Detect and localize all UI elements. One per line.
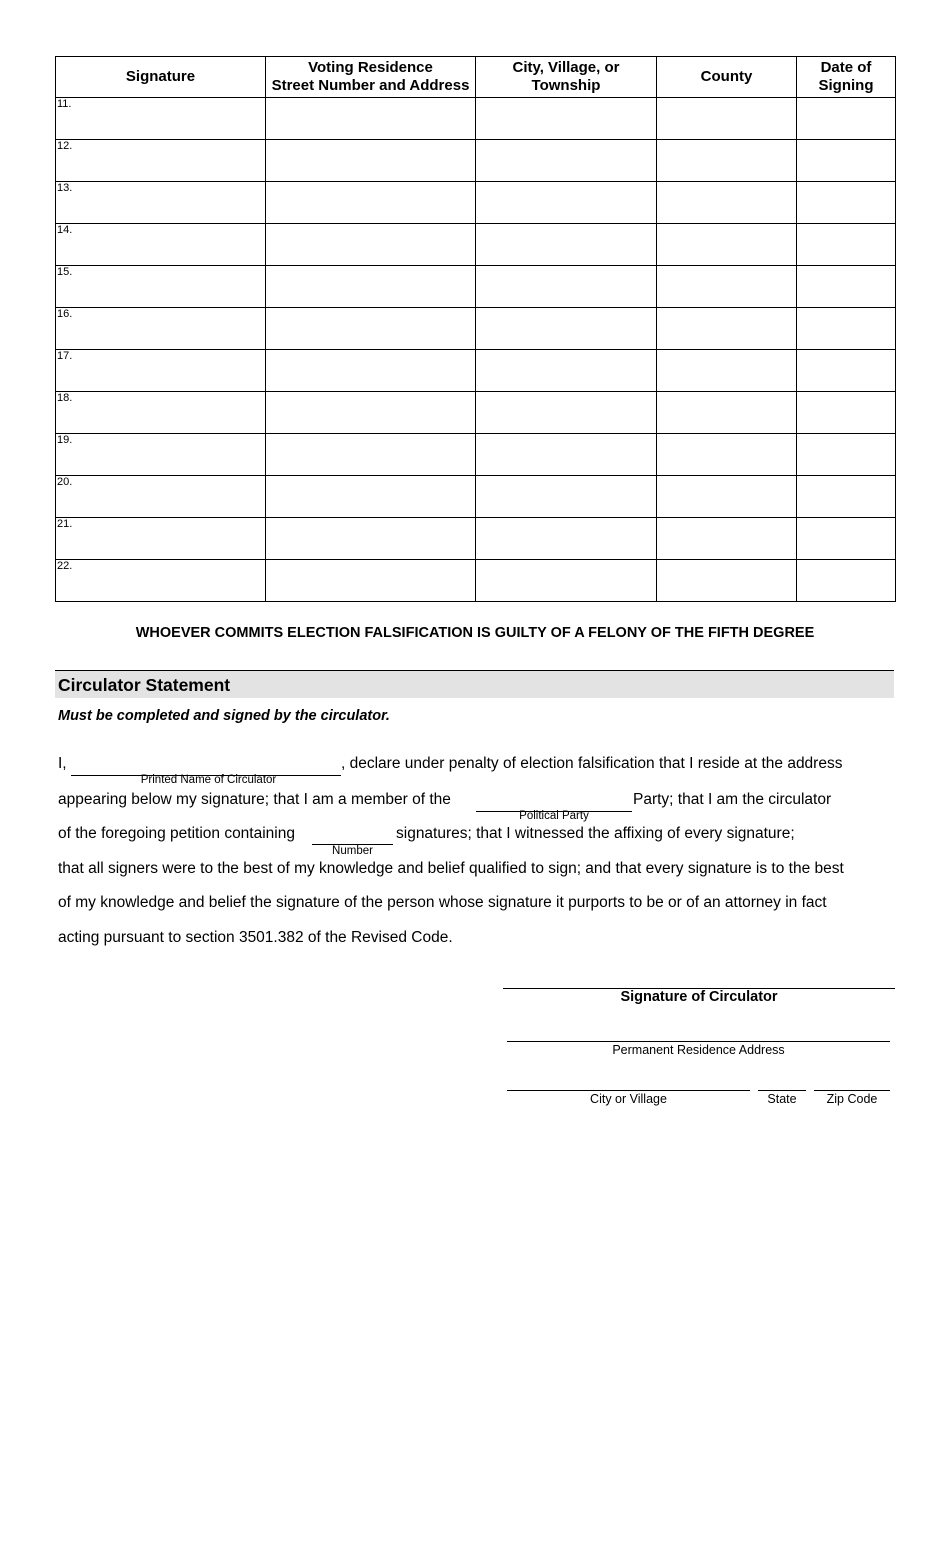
date-cell[interactable] bbox=[797, 392, 896, 434]
signature-cell[interactable] bbox=[56, 476, 266, 518]
county-cell[interactable] bbox=[657, 350, 797, 392]
address-cell[interactable] bbox=[266, 98, 476, 140]
signature-count-field[interactable] bbox=[312, 827, 393, 845]
date-cell[interactable] bbox=[797, 182, 896, 224]
table-row bbox=[56, 98, 896, 140]
printed-name-caption: Printed Name of Circulator bbox=[140, 774, 277, 786]
line1-start: I, bbox=[58, 755, 67, 772]
date-cell[interactable] bbox=[797, 98, 896, 140]
line2-start: appearing below my signature; that I am a member of the bbox=[58, 791, 451, 808]
signature-cell[interactable] bbox=[56, 560, 266, 602]
signature-of-circulator-label: Signature of Circulator bbox=[620, 989, 778, 1005]
city-cell[interactable] bbox=[476, 434, 657, 476]
line2-end: Party; that I am the circulator bbox=[633, 791, 832, 808]
county-cell[interactable] bbox=[657, 476, 797, 518]
political-party-caption: Political Party bbox=[519, 810, 589, 822]
table-header-row bbox=[56, 57, 896, 98]
city-cell[interactable] bbox=[476, 182, 657, 224]
row-number: 18. bbox=[57, 392, 73, 404]
address-cell[interactable] bbox=[266, 308, 476, 350]
header-date: Date of Signing bbox=[797, 57, 896, 98]
date-cell[interactable] bbox=[797, 350, 896, 392]
signature-cell[interactable] bbox=[56, 140, 266, 182]
felony-warning: WHOEVER COMMITS ELECTION FALSIFICATION IS GUILTY OF A FELONY OF THE FIFTH DEGREE bbox=[135, 625, 815, 641]
address-cell[interactable] bbox=[266, 350, 476, 392]
city-cell[interactable] bbox=[476, 560, 657, 602]
statement-line-1 bbox=[58, 755, 67, 773]
state-label: State bbox=[767, 1092, 797, 1106]
table-row bbox=[56, 266, 896, 308]
statement-line-6: acting pursuant to section 3501.382 of the Revised Code. bbox=[58, 929, 453, 946]
residence-address-line[interactable] bbox=[507, 1041, 890, 1042]
table-row bbox=[56, 140, 896, 182]
address-cell[interactable] bbox=[266, 476, 476, 518]
county-cell[interactable] bbox=[657, 140, 797, 182]
row-number: 20. bbox=[57, 476, 73, 488]
row-number: 22. bbox=[57, 560, 73, 572]
address-cell[interactable] bbox=[266, 140, 476, 182]
table-row bbox=[56, 224, 896, 266]
signature-cell[interactable] bbox=[56, 266, 266, 308]
line3-end: signatures; that I witnessed the affixing of every signature; bbox=[396, 825, 795, 842]
city-cell[interactable] bbox=[476, 392, 657, 434]
state-line[interactable] bbox=[758, 1090, 806, 1091]
row-number: 16. bbox=[57, 308, 73, 320]
date-cell[interactable] bbox=[797, 518, 896, 560]
city-line[interactable] bbox=[507, 1090, 750, 1091]
date-cell[interactable] bbox=[797, 140, 896, 182]
row-number: 11. bbox=[57, 98, 72, 110]
city-cell[interactable] bbox=[476, 350, 657, 392]
signature-table bbox=[55, 56, 896, 602]
city-cell[interactable] bbox=[476, 518, 657, 560]
signature-cell[interactable] bbox=[56, 308, 266, 350]
address-cell[interactable] bbox=[266, 182, 476, 224]
signature-cell[interactable] bbox=[56, 518, 266, 560]
city-cell[interactable] bbox=[476, 140, 657, 182]
header-county: County bbox=[657, 57, 797, 98]
table-row bbox=[56, 518, 896, 560]
header-city: City, Village, or Township bbox=[476, 57, 657, 98]
date-cell[interactable] bbox=[797, 434, 896, 476]
circulator-instruction: Must be completed and signed by the circulator. bbox=[58, 708, 390, 724]
city-cell[interactable] bbox=[476, 98, 657, 140]
city-cell[interactable] bbox=[476, 476, 657, 518]
city-cell[interactable] bbox=[476, 266, 657, 308]
date-cell[interactable] bbox=[797, 266, 896, 308]
number-caption: Number bbox=[332, 845, 373, 857]
table-row bbox=[56, 392, 896, 434]
county-cell[interactable] bbox=[657, 98, 797, 140]
address-cell[interactable] bbox=[266, 392, 476, 434]
statement-line-4: that all signers were to the best of my knowledge and belief qualified to sign; and that every signature is to the best bbox=[58, 860, 844, 877]
date-cell[interactable] bbox=[797, 224, 896, 266]
header-residence-line2: Street Number and Address bbox=[271, 77, 470, 94]
signature-cell[interactable] bbox=[56, 182, 266, 224]
zip-label: Zip Code bbox=[826, 1092, 878, 1106]
table-row bbox=[56, 308, 896, 350]
table-row bbox=[56, 560, 896, 602]
address-cell[interactable] bbox=[266, 266, 476, 308]
address-cell[interactable] bbox=[266, 560, 476, 602]
table-row bbox=[56, 476, 896, 518]
row-number: 21. bbox=[57, 518, 73, 530]
city-cell[interactable] bbox=[476, 308, 657, 350]
address-cell[interactable] bbox=[266, 434, 476, 476]
county-cell[interactable] bbox=[657, 224, 797, 266]
zip-line[interactable] bbox=[814, 1090, 890, 1091]
address-cell[interactable] bbox=[266, 224, 476, 266]
date-cell[interactable] bbox=[797, 308, 896, 350]
table-row bbox=[56, 434, 896, 476]
county-cell[interactable] bbox=[657, 518, 797, 560]
header-signature: Signature bbox=[56, 57, 266, 98]
county-cell[interactable] bbox=[657, 560, 797, 602]
line1-end: , declare under penalty of election falsification that I reside at the address bbox=[341, 755, 843, 772]
circulator-statement-heading: Circulator Statement bbox=[55, 670, 894, 698]
signature-cell[interactable] bbox=[56, 98, 266, 140]
county-cell[interactable] bbox=[657, 266, 797, 308]
table-row bbox=[56, 350, 896, 392]
statement-line-5: of my knowledge and belief the signature of the person whose signature it purports to be or of an attorney in fact bbox=[58, 894, 827, 911]
address-cell[interactable] bbox=[266, 518, 476, 560]
signature-cell[interactable] bbox=[56, 392, 266, 434]
county-cell[interactable] bbox=[657, 434, 797, 476]
date-cell[interactable] bbox=[797, 560, 896, 602]
row-number: 13. bbox=[57, 182, 73, 194]
header-voting-residence bbox=[266, 57, 476, 98]
row-number: 15. bbox=[57, 266, 73, 278]
city-label: City or Village bbox=[590, 1092, 667, 1106]
line3-start: of the foregoing petition containing bbox=[58, 825, 295, 842]
date-cell[interactable] bbox=[797, 476, 896, 518]
county-cell[interactable] bbox=[657, 182, 797, 224]
residence-address-label: Permanent Residence Address bbox=[612, 1043, 785, 1057]
row-number: 12. bbox=[57, 140, 73, 152]
signature-cell[interactable] bbox=[56, 434, 266, 476]
signature-cell[interactable] bbox=[56, 350, 266, 392]
row-number: 14. bbox=[57, 224, 73, 236]
table-row bbox=[56, 182, 896, 224]
county-cell[interactable] bbox=[657, 308, 797, 350]
county-cell[interactable] bbox=[657, 392, 797, 434]
row-number: 17. bbox=[57, 350, 73, 362]
city-cell[interactable] bbox=[476, 224, 657, 266]
row-number: 19. bbox=[57, 434, 73, 446]
signature-cell[interactable] bbox=[56, 224, 266, 266]
header-residence-line1: Voting Residence bbox=[308, 59, 433, 76]
